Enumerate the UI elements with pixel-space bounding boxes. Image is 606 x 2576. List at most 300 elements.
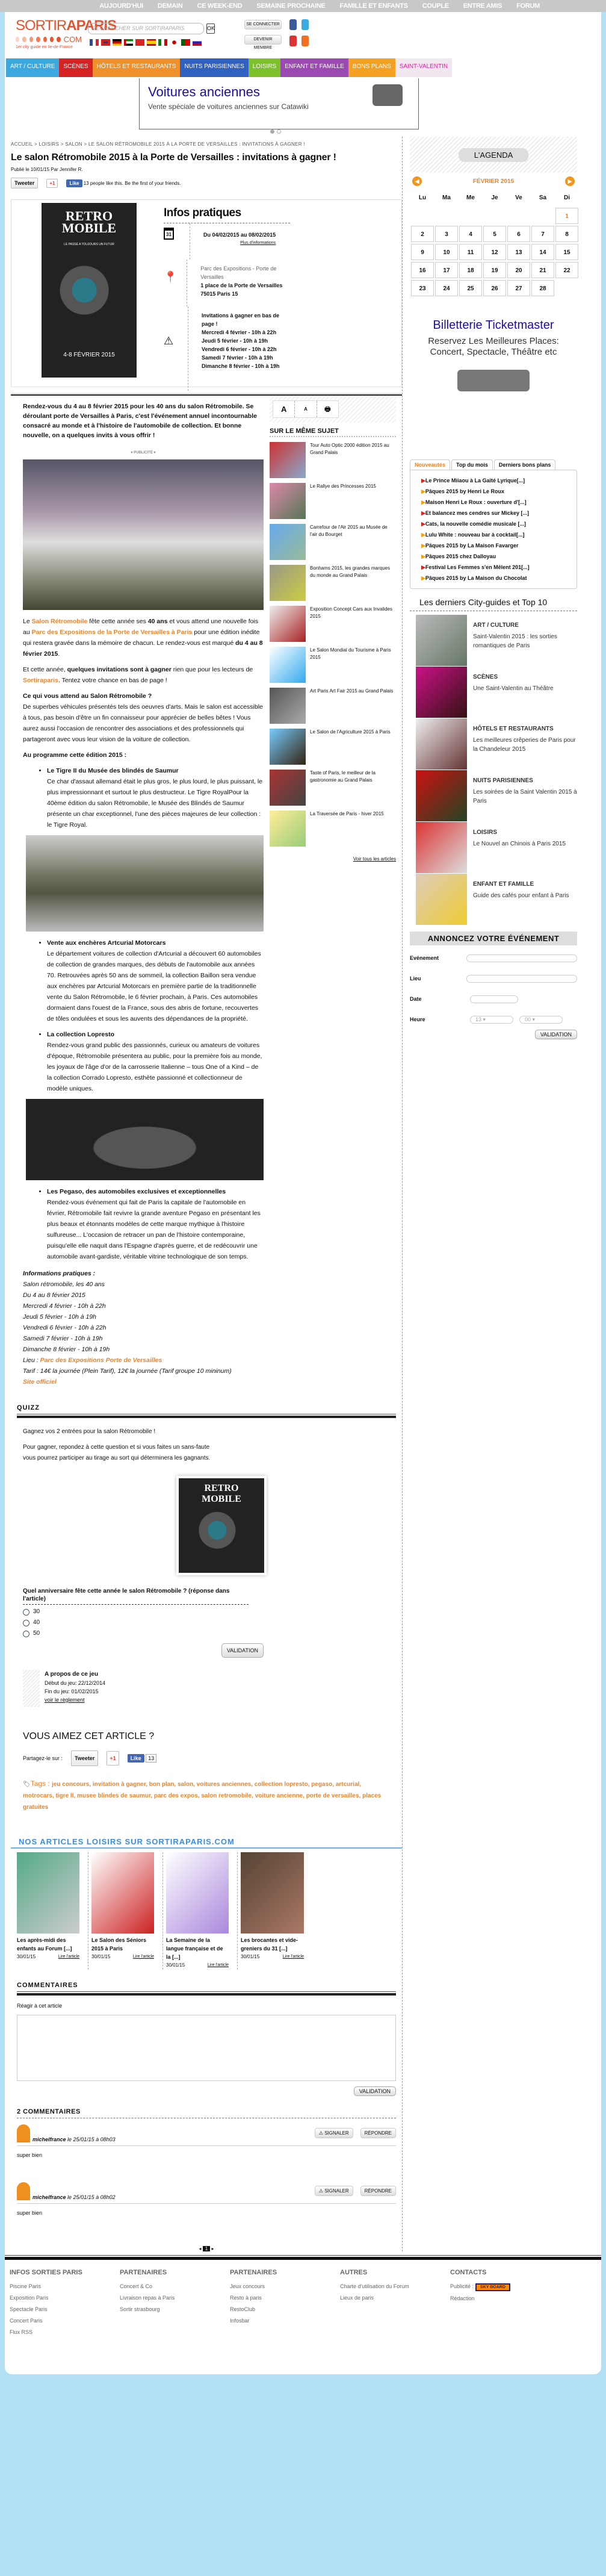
guide-title[interactable]: Guide des cafés pour enfant à Paris xyxy=(473,892,569,899)
program-item: • Vente aux enchères Artcurial Motorcars Le département voitures de collection d'Artcurial a découvert 60 automobiles de collection de grandes marques, des débuts de l'automobile aux années 70. Retrouvées après 50 ans de sommeil, la collection Baillon sera vendue aux enchères par Artcurial Motorcars en première partie de la traditionnelle vente du Salon Rétromobile, le 6 février prochain, à Paris. Ces automobiles dormaient dans l'ouest de la France, sous des abris de fortune, recouvertes de tôles ondulées et sous les auvents des dépendances de la propriété. xyxy=(47,938,264,1024)
sidebar-ad[interactable]: Billetterie Ticketmaster Reservez Les Meilleures Places: Concert, Spectacle, Théâtre etc xyxy=(410,306,577,453)
login-button[interactable]: SE CONNECTER xyxy=(244,20,282,30)
quiz: Gagnez vos 2 entrées pour la salon Rétromobile ! Pour gagner, repondez à cette question et si vous faites un sans-faute vous pourrez participer au tirage au sort qui déterminera les gagnants. RETRO MOBILE Quel anniversaire fête cette année le salon Rétromobile ? (réponse dans l'article) 30 40 50 VALIDATION A propos de ce jeu Début du jeu: 22/12/2014 Fin du jeu: 01/02/2015 voir le règlement VOUS AIMEZ CET ARTICLE ? Partagez-le sur : Tweeter +1 Like 13 🏷Tags : jeu concours, invitation à gagner, bon plan, salon, voitures anciennes, collection lopresto, pegaso, artcurial, motrocars, tigre II, musee blindes de saumur, parc des expos, salon retromobile, voiture ancienne, porte de versailles, places gratuites xyxy=(11,1426,402,1813)
 xyxy=(467,718,577,770)
calendar-icon: 31 xyxy=(164,223,190,260)
category-nav xyxy=(5,57,601,78)
read-article-link[interactable]: Lire l'article xyxy=(132,1955,154,1959)
hours-line: Jeudi 5 février - 10h à 19h xyxy=(202,338,268,344)
warning-icon: ⚠ xyxy=(164,306,188,391)
article-thumb xyxy=(241,1852,304,1934)
comment-text: super bien xyxy=(17,2210,43,2216)
comment xyxy=(17,2123,396,2176)
date-input[interactable] xyxy=(470,995,518,1003)
logo[interactable] xyxy=(16,17,117,49)
top-nav-link[interactable]: FORUM xyxy=(516,2,540,10)
flag-jp-icon[interactable] xyxy=(170,39,179,46)
calendar-day[interactable]: 23 xyxy=(411,280,434,296)
related-thumb xyxy=(270,565,306,601)
related-item[interactable] xyxy=(270,647,396,688)
top-nav-link[interactable]: CE WEEK-END xyxy=(197,2,243,10)
top-nav-link[interactable]: COUPLE xyxy=(422,2,449,10)
register-button[interactable]: DEVENIR MEMBRE xyxy=(244,35,282,45)
share-bar xyxy=(11,178,402,188)
footer-link[interactable]: Piscine Paris xyxy=(10,2283,42,2289)
article-card-meta xyxy=(17,1953,79,1961)
radio-button[interactable] xyxy=(23,1609,29,1616)
article-card[interactable] xyxy=(241,1852,312,1970)
infos-heading: Infos pratiques xyxy=(164,203,290,223)
option-label: 40 xyxy=(33,1619,40,1626)
comment-text: super bien xyxy=(17,2152,43,2158)
tags: 🏷Tags : jeu concours, invitation à gagner, bon plan, salon, voitures anciennes, collection lopresto, pegaso, artcurial, motrocars, tigre II, musee blindes de saumur, parc des expos, salon retromobile, voiture ancienne, porte de versailles, places gratuites xyxy=(23,1779,382,1811)
header xyxy=(5,12,601,57)
comment-meta xyxy=(32,2136,116,2142)
comment-author[interactable]: michelfrance xyxy=(32,2194,66,2200)
pagination: ◂ 1 ▸ xyxy=(199,2246,214,2251)
avatar xyxy=(17,2182,30,2200)
news-item[interactable]: ▶ Maison Henri Le Roux : ouverture d'[...] xyxy=(421,497,566,508)
flag-cn-icon[interactable] xyxy=(135,39,144,46)
page xyxy=(5,12,601,2374)
calendar-day[interactable]: 27 xyxy=(507,280,530,296)
practical-line: Du 4 au 8 février 2015 xyxy=(23,1292,85,1299)
print-icon[interactable]: 🖶 xyxy=(324,406,331,413)
guide-title[interactable]: Une Saint-Valentin au Théâtre xyxy=(473,685,554,692)
tweet-button[interactable]: Tweeter xyxy=(11,178,38,188)
breadcrumb-item[interactable]: SALON xyxy=(65,142,82,147)
info-box: RETRO MOBILE LE PASSÉ A TOUJOURS UN FUTUR 4-8 FÉVRIER 2015 Infos pratiques 31 Du 04/02/2015 au 08/02/2015 Plus d'informations 📍 Parc des Expositions - Porte de Versailles 1 place de la Porte de Versailles 75015 Paris 15 ⚠ Invitations à gagner en bas de page ! Mercredi 4 février - 10h à 22h Jeudi 5 février - 10h à 19h Vendredi 6 février - 10h à 22h Samedi 7 février - 10h à 19h Dimanche 8 février - 10h à 19h xyxy=(11,199,402,387)
practical-line: Vendredi 6 février - 10h à 22h xyxy=(23,1324,107,1331)
footer-link[interactable]: Resto à paris xyxy=(230,2295,262,2301)
quiz-option[interactable] xyxy=(23,1608,390,1616)
top-nav-link[interactable]: DEMAIN xyxy=(157,2,183,10)
logo-text-bold: APARIS xyxy=(66,17,117,34)
quiz-image: RETRO MOBILE xyxy=(176,1476,267,1575)
related-thumb xyxy=(270,647,306,683)
related-title[interactable]: Exposition Concept Cars aux Invalides 2015 xyxy=(310,606,392,619)
comment-textarea[interactable] xyxy=(17,2015,396,2081)
guide-thumb xyxy=(416,822,467,873)
avatar xyxy=(17,2124,30,2142)
comment xyxy=(17,2181,396,2234)
radio-button[interactable] xyxy=(23,1620,29,1626)
guide-category: LOISIRS xyxy=(473,829,498,836)
 xyxy=(467,874,569,926)
calendar-day[interactable]: 2 xyxy=(411,226,434,242)
calendar-day[interactable]: 12 xyxy=(483,244,506,260)
guide-category: HÔTELS ET RESTAURANTS xyxy=(473,726,554,732)
footer-link[interactable]: Livraison repas à Paris xyxy=(120,2295,175,2301)
news-item[interactable]: ▶ Pâques 2015 by La Maison Favarger xyxy=(421,540,566,551)
footer-link[interactable]: Jeux concours xyxy=(230,2283,265,2289)
flag-pt-icon[interactable] xyxy=(181,39,190,46)
calendar-day[interactable]: 4 xyxy=(459,226,482,242)
article-date: 30/01/15 xyxy=(241,1954,260,1959)
article-body: Rendez-vous du 4 au 8 février 2015 pour les 40 ans du salon Rétromobile. Se déroulant porte de Versailles à Paris, c'est l'événement annuel incontournable consacré au monde et à l'histoire de l'automobile de collection. Et bonne nouvelle, on a quelques invits à vous offrir ! ▾ PUBLICITÉ ▾ Le Salon Rétromobile fête cette année ses 40 ans et vous attend une nouvelle fois au Parc des Expositions de la Porte de Versailles à Paris pour une édition inédite qui restera gravée dans la mémoire de chacun. Le rendez-vous est marqué du 4 au 8 février 2015. Et cette année, quelques invitations sont à gagner rien que pour les lecteurs de Sortiraparis. Tentez votre chance en bas de page ! Ce qui vous attend au Salon Rétromobile ? De superbes véhicules présentés tels des oeuvres d'arts. Mais le salon est accessible à tous, pas besoin d'être un fin connaisseur pour apprécier de belles bêtes ! Vous aurez aussi l'occasion de rencontrer des associations et des professionnels qui partageront avec vous leur vision de la voiture de collection. Au programme cette édition 2015 : • Le Tigre II du Musée des blindés de Saumur Ce char d'assaut allemand était le plus gros, le plus lourd, le plus puissant, le plus impressionnant et surtout le plus destructeur. Le Tigre RoyalPour la 40ème édition du salon Rétromobile, le Musée des Blindés de Saumur présente un char exceptionnel, l'une des pièces majeures de leur collection : le Tigre Royal. • Vente aux enchères Artcurial Motorcars Le département voitures de collection d'Artcurial a découvert 60 automobiles de collection de grandes marques, des débuts de l'automobile aux années 70. Retrouvées après 50 ans de sommeil, la collection Baillon sera vendue aux enchères par Artcurial Motorcars en première partie de la traditionnelle vente du Salon Rétromobile, le 6 février prochain, à Paris. Ces automobiles dormaient dans l'ouest de la France, sous des abris de fortune, recouvertes de tôles ondulées et sous les auvents des dépendances de la propriété. • La collection Lopresto Rendez-vous grand public des passionnés, curieux ou amateurs de voitures d'époque, Rétromobile présentera au public, pour la première fois au monde, les joyaux de l'âge d'or de la carrosserie Italienne – tous One of a Kind – de la collection Corrado Lopresto, esthète passionné et collectionneur de modèle uniques. • Les Pegaso, des automobiles exclusives et exceptionnelles Rendez-vous événement qui fait de Paris la capitale de l'automobile en février, Rétromobile fait revivre la grande aventure Pegaso en présentant les plus beaux et étonnants modèles de cette marque mythique à l'histoire sulfureuse... L'occasion de retracer un pan de l'histoire contemporaine, puisqu'elle elle naquit dans l'Espagne d'après guerre, et de redécouvrir une automobile avant-gardiste, véritable vitrine technologique de son temps. Informations pratiques : Salon rétromobile, les 40 ans Du 4 au 8 février 2015 Mercredi 4 février - 10h à 22h Jeudi 5 février - 10h à 19h Vendredi 6 février - 10h à 22h Samedi 7 février - 10h à 19h Dimanche 8 février - 10h à 19h Lieu : Parc des Expositions Porte de Versailles Tarif : 14€ la journée (Plein Tarif), 12€ la journée (Tarif groupe 10 mininum) Site officiel xyxy=(11,396,264,1392)
related-item[interactable] xyxy=(270,729,396,770)
guide-item[interactable] xyxy=(410,822,577,874)
article-card-title[interactable]: Le Salon des Séniors 2015 à Paris xyxy=(91,1937,147,1952)
practical-line: Jeudi 5 février - 10h à 19h xyxy=(23,1313,96,1321)
weekday-label: Di xyxy=(564,194,570,201)
 xyxy=(467,615,577,667)
quiz-option[interactable] xyxy=(23,1619,390,1626)
guide-title[interactable]: Saint-Valentin 2015 : les sorties romantiques de Paris xyxy=(473,633,557,649)
top-nav-link[interactable]: SEMAINE PROCHAINE xyxy=(256,2,326,10)
report-button[interactable]: ⚠ SIGNALER xyxy=(315,2186,353,2196)
top-nav-link[interactable]: ENTRE AMIS xyxy=(463,2,502,10)
program-item: • Le Tigre II du Musée des blindés de Saumur Ce char d'assaut allemand était le plus gros, le plus lourd, le plus puissant, le plus impressionnant et surtout le plus destructeur. Le Tigre RoyalPour la 40ème édition du salon Rétromobile, le Musée des Blindés de Saumur présente un char exceptionnel, l'une des pièces majeures de leur collection : le Tigre Royal. xyxy=(47,765,264,830)
guide-item[interactable] xyxy=(410,874,577,926)
calendar-day[interactable]: 20 xyxy=(507,262,530,278)
related-item[interactable] xyxy=(270,770,396,810)
related-title[interactable]: Carrefour de l'Air 2015 au Musée de l'air du Bourget xyxy=(310,524,388,537)
calendar-day[interactable]: 22 xyxy=(555,262,578,278)
calendar-day[interactable]: 18 xyxy=(459,262,482,278)
related-thumb xyxy=(270,729,306,765)
like-text: 13 people like this. Be the first of your friends. xyxy=(83,180,181,186)
option-label: 30 xyxy=(33,1608,40,1615)
article-card-title[interactable]: La Semaine de la langue française et de la [...] xyxy=(166,1937,223,1960)
comment-meta xyxy=(32,2194,116,2200)
related-thumb xyxy=(270,524,306,560)
article-lead: Rendez-vous du 4 au 8 février 2015 pour les 40 ans du salon Rétromobile. Se déroulant porte de Versailles à Paris, c'est l'événement annuel incontournable consacré au monde et à l'histoire de l'automobile de collection. Et bonne nouvelle, on a quelques invits à vous offrir ! xyxy=(23,403,257,439)
event-input[interactable] xyxy=(466,954,577,962)
nav-tab[interactable]: ENFANT ET FAMILLE xyxy=(280,58,348,77)
comment-author[interactable]: michelfrance xyxy=(32,2136,66,2142)
nav-tab[interactable]: BONS PLANS xyxy=(348,58,395,77)
news-item[interactable]: ▶ Et balancez mes cendres sur Mickey [...] xyxy=(421,508,566,518)
all-articles-link[interactable]: Voir tous les articles xyxy=(353,856,396,862)
top-nav-link[interactable]: FAMILLE ET ENFANTS xyxy=(339,2,408,10)
footer-link[interactable]: Concert Paris xyxy=(10,2318,43,2324)
article-card-meta xyxy=(166,1961,229,1970)
reply-button[interactable]: RÉPONDRE xyxy=(360,2128,396,2138)
venue-link[interactable]: Parc des Expositions Porte de Versailles xyxy=(40,1357,162,1364)
sidebar-tab[interactable]: Nouveautés xyxy=(410,459,450,470)
minute-select[interactable]: 00 ▾ xyxy=(519,1016,563,1024)
footer-link[interactable]: Sortir strasbourg xyxy=(120,2306,160,2312)
calendar-empty xyxy=(459,208,482,224)
next-month-icon[interactable]: ▶ xyxy=(565,176,575,186)
article-card[interactable] xyxy=(91,1852,163,1970)
calendar-day[interactable]: 8 xyxy=(555,226,578,242)
news-item[interactable]: ▶ Le Prince Miiaou à La Gaîté Lyrique[...] xyxy=(421,475,566,486)
quiz-heading: QUIZZ xyxy=(17,1404,396,1414)
guide-title[interactable]: Les meilleures crêperies de Paris pour la Chandeleur 2015 xyxy=(473,737,576,753)
calendar-empty xyxy=(531,208,554,224)
flag-de-icon[interactable] xyxy=(113,39,122,46)
footer-heading: INFOS SORTIES PARIS xyxy=(10,2269,82,2276)
option-label: 50 xyxy=(33,1630,40,1637)
news-item[interactable]: ▶ Pâques 2015 by Henri Le Roux xyxy=(421,486,566,497)
ad-desc: Vente spéciale de voitures anciennes sur Catawiki xyxy=(148,102,309,111)
related-item[interactable] xyxy=(270,524,396,565)
news-item[interactable]: ▶ Cats, la nouvelle comédie musicale [...] xyxy=(421,518,566,529)
flag-es-icon[interactable] xyxy=(147,39,156,46)
related-item[interactable] xyxy=(270,606,396,647)
tank-image xyxy=(26,835,264,932)
weekday-label: Je xyxy=(491,194,498,201)
 xyxy=(315,2186,396,2196)
article-card-title[interactable]: Les brocantes et vide-greniers du 31 [...] xyxy=(241,1937,298,1952)
gplus-button[interactable]: +1 xyxy=(107,1751,119,1766)
related-title[interactable]: Tour Auto Optic 2000 édition 2015 au Grand Palais xyxy=(310,443,389,455)
footer-link[interactable]: Concert & Co xyxy=(120,2283,153,2289)
sidebar: L'AGENDA ◀ FÉVRIER 2015 ▶ Lu Ma Me Je Ve Sa Di 1 2 3 4 5 6 7 8 9 10 11 12 13 14 15 16 17 18 19 20 21 22 23 24 25 26 27 28 Billetterie Ticketmaster Reservez Les Meilleures Places: Concert, Spectacle, Théâtre etc Nouveautés Top du mois Derniers bons plans ▶ Le Prince Miiaou à La Gaîté Lyrique[...] ▶ Pâques 2015 by Henri Le Roux ▶ Maison Henri Le Roux : ouverture d'[...] ▶ Et balancez mes cendres sur Mickey [...] ▶ Cats, la nouvelle comédie musicale [...] ▶ Lulu White : nouveau bar à cocktail[...] ▶ Pâques 2015 by La Maison Favarger ▶ Pâques 2015 chez Dalloyau ▶ Festival Les Femmes s'en Mêlent 201[...] ▶ Pâques 2015 by La Maison du Chocolat Les derniers City-guides et Top 10 ART / CULTURE Saint-Valentin 2015 : les sorties romantiques de Paris SCÈNES Une Saint-Valentin au Théâtre HÔTELS ET RESTAURANTS Les meilleures crêperies de Paris pour la Chandeleur 2015 NUITS PARISIENNES Les soirées de la Saint Valentin 2015 à Paris LOISIRS Le Nouvel an Chinois à Paris 2015 ENFANT ET FAMILLE Guide des cafés pour enfant à Paris ANNONCEZ VOTRE ÉVÉNEMENT Evénement Lieu Date Heure 13 ▾ 00 ▾ VALIDATION xyxy=(403,137,583,2251)
calendar-empty xyxy=(435,208,458,224)
top-nav-link[interactable]: AUJOURD'HUI xyxy=(99,2,143,10)
related-item[interactable] xyxy=(270,565,396,606)
related-thumb xyxy=(270,442,306,478)
breadcrumb: ACCUEIL > LOISIRS > SALON > LE SALON RÉTROMOBILE 2015 À LA PORTE DE VERSAILLES : INVITATIONS À GAGNER ! xyxy=(11,142,305,147)
sidebar-tab[interactable]: Derniers bons plans xyxy=(494,459,556,470)
flag-fr-icon[interactable] xyxy=(90,39,99,46)
footer-link[interactable]: Publicité : SKY BOARD xyxy=(450,2281,560,2293)
hours-line: Dimanche 8 février - 10h à 19h xyxy=(202,363,280,369)
venue-link[interactable]: Parc des Expositions de la Porte de Versailles à Paris xyxy=(31,629,193,636)
logo-com: COM xyxy=(63,35,82,44)
program-item: • Les Pegaso, des automobiles exclusives et exceptionnelles Rendez-vous événement qui fait de Paris la capitale de l'automobile en février, Rétromobile fait revivre la grande aventure Pegaso en présentant les plus beaux et étonnants modèles de cette marque mythique à l'histoire sulfureuse... L'occasion de retracer un pan de l'histoire contemporaine, puisqu'elle elle naquit dans l'Espagne d'après guerre, et de redécouvrir une automobile avant-gardiste, véritable vitrine technologique de son temps. xyxy=(47,1186,264,1262)
flag-uk-icon[interactable] xyxy=(101,39,110,46)
search-input[interactable]: RECHERCHER SUR SORTIRAPARIS xyxy=(88,23,204,34)
calendar-day[interactable]: 16 xyxy=(411,262,434,278)
footer-link[interactable]: RestoClub xyxy=(230,2306,256,2312)
read-article-link[interactable]: Lire l'article xyxy=(58,1955,79,1959)
calendar-day[interactable]: 19 xyxy=(483,262,506,278)
footer-heading: PARTENAIRES xyxy=(120,2269,167,2276)
related-title[interactable]: La Traversée de Paris - hiver 2015 xyxy=(310,811,384,817)
tag-icon: 🏷 xyxy=(23,1781,31,1788)
prev-month-icon[interactable]: ◀ xyxy=(412,176,422,186)
guide-item[interactable] xyxy=(410,770,577,822)
related-item[interactable] xyxy=(270,483,396,524)
article-thumb xyxy=(17,1852,79,1934)
related-title[interactable]: Le Rallye des Princesses 2015 xyxy=(310,484,376,489)
related-thumb xyxy=(270,688,306,724)
related-title[interactable]: Le Salon Mondial du Tourisme à Paris 2015 xyxy=(310,647,391,660)
guide-item[interactable] xyxy=(410,718,577,770)
calendar-empty xyxy=(483,208,506,224)
map-pin-icon: 📍 xyxy=(164,260,187,306)
logo-tagline: 1er city guide en Ile-de-France xyxy=(16,45,73,49)
related-title[interactable]: Taste of Paris, le meilleur de la gastronomie au Grand Palais xyxy=(310,770,376,783)
calendar-day[interactable]: 24 xyxy=(435,280,458,296)
font-decrease-button[interactable]: A xyxy=(295,401,317,417)
comment-submit-button[interactable]: VALIDATION xyxy=(354,2086,396,2096)
top-ad[interactable] xyxy=(139,78,419,129)
more-info-link[interactable]: Plus d'informations xyxy=(240,241,276,245)
calendar-empty xyxy=(411,208,434,224)
article-card[interactable] xyxy=(166,1852,238,1970)
program-item: • La collection Lopresto Rendez-vous grand public des passionnés, curieux ou amateurs de voitures d'époque, Rétromobile présentera au public, pour la première fois au monde, les joyaux de l'âge d'or de la carrosserie Italienne – tous One of a Kind – de la collection Corrado Lopresto, esthète passionné et collectionneur de modèle uniques. xyxy=(47,1029,264,1094)
quiz-option[interactable] xyxy=(23,1630,390,1637)
twitter-icon[interactable] xyxy=(301,19,309,30)
footer-column xyxy=(230,2267,340,2338)
report-button[interactable]: ⚠ SIGNALER xyxy=(315,2128,353,2138)
calendar-day[interactable]: 7 xyxy=(531,226,554,242)
related-item[interactable] xyxy=(270,442,396,483)
guide-thumb xyxy=(416,770,467,821)
event-poster: RETRO MOBILE LE PASSÉ A TOUJOURS UN FUTUR 4-8 FÉVRIER 2015 xyxy=(42,203,137,378)
announce-submit-button[interactable]: VALIDATION xyxy=(535,1030,577,1039)
font-increase-button[interactable]: A xyxy=(273,401,295,417)
footer-heading: AUTRES xyxy=(340,2269,368,2276)
guide-title[interactable]: Le Nouvel an Chinois à Paris 2015 xyxy=(473,841,566,847)
footer-link[interactable]: Infosbar xyxy=(230,2318,250,2324)
footer-link[interactable]: Spectacle Paris xyxy=(10,2306,48,2312)
calendar-empty xyxy=(507,208,530,224)
flag-ru-icon[interactable] xyxy=(193,39,202,46)
footer-link[interactable]: Rédaction xyxy=(450,2295,475,2301)
quiz-question: Quel anniversaire fête cette année le salon Rétromobile ? (réponse dans l'article) xyxy=(23,1587,249,1605)
breadcrumb-item[interactable]: LOISIRS xyxy=(39,142,60,147)
news-item[interactable]: ▶ Pâques 2015 by La Maison du Chocolat xyxy=(421,573,566,583)
guide-thumb xyxy=(416,667,467,718)
agenda-title: L'AGENDA xyxy=(459,148,529,162)
footer-heading: PARTENAIRES xyxy=(230,2269,277,2276)
footer-column xyxy=(10,2267,120,2338)
calendar-day[interactable]: 10 xyxy=(435,244,458,260)
search-ok-button[interactable]: OK xyxy=(206,23,215,34)
hours-line: Samedi 7 février - 10h à 19h xyxy=(202,355,273,361)
guide-title[interactable]: Les soirées de la Saint Valentin 2015 à Paris xyxy=(473,789,577,804)
guide-thumb xyxy=(416,718,467,770)
guide-category: SCÈNES xyxy=(473,674,498,680)
ad-title[interactable]: Voitures anciennes xyxy=(148,84,260,99)
flag-ae-icon[interactable] xyxy=(124,39,133,46)
related-title[interactable]: Le Salon de l'Agriculture 2015 à Paris xyxy=(310,729,391,735)
 xyxy=(467,822,566,874)
rss-icon[interactable] xyxy=(301,36,309,46)
page-title: Le salon Rétromobile 2015 à la Porte de Versailles : invitations à gagner ! xyxy=(11,152,336,163)
article-thumb xyxy=(166,1852,229,1934)
article-date: 30/01/15 xyxy=(166,1962,185,1968)
calendar xyxy=(410,190,577,296)
ad-arrow-button[interactable] xyxy=(373,84,403,106)
article-card-meta xyxy=(241,1953,304,1961)
news-item[interactable]: ▶ Festival Les Femmes s'en Mêlent 201[...] xyxy=(421,562,566,573)
nav-tab[interactable]: SAINT-VALENTIN xyxy=(395,58,452,77)
nav-tab[interactable]: SCÈNES xyxy=(59,58,92,77)
breadcrumb-item: LE SALON RÉTROMOBILE 2015 À LA PORTE DE VERSAILLES : INVITATIONS À GAGNER ! xyxy=(88,142,305,147)
practical-line: Dimanche 8 février - 10h à 19h xyxy=(23,1346,110,1353)
guide-category: NUITS PARISIENNES xyxy=(473,777,533,784)
skyboard-logo[interactable]: SKY BOARD xyxy=(475,2283,510,2291)
practical-line: Mercredi 4 février - 10h à 22h xyxy=(23,1302,106,1310)
comment-header xyxy=(17,2123,396,2146)
calendar-day[interactable]: 17 xyxy=(435,262,458,278)
like-button[interactable]: Like xyxy=(128,1754,144,1762)
guide-category: ENFANT ET FAMILLE xyxy=(473,881,534,888)
sortiraparis-link[interactable]: Sortiraparis xyxy=(23,677,58,684)
article-date: 30/01/15 xyxy=(17,1954,36,1959)
footer-link[interactable]: Flux RSS xyxy=(10,2329,33,2335)
footer-column xyxy=(120,2267,230,2338)
practical-line: Samedi 7 février - 10h à 19h xyxy=(23,1335,103,1342)
read-article-link[interactable]: Lire l'article xyxy=(207,1963,229,1967)
comments-heading: COMMENTAIRES xyxy=(17,1982,396,1992)
calendar-day[interactable]: 3 xyxy=(435,226,458,242)
article-image xyxy=(23,459,264,610)
breadcrumb-item[interactable]: ACCUEIL xyxy=(11,142,33,147)
article-thumb xyxy=(91,1852,154,1934)
guide-item[interactable] xyxy=(410,615,577,667)
calendar-day[interactable]: 13 xyxy=(507,244,530,260)
sidebar-tab[interactable]: Top du mois xyxy=(451,459,493,470)
weekday-label: Ma xyxy=(442,194,451,201)
calendar-day[interactable]: 28 xyxy=(531,280,554,296)
hour-select[interactable]: 13 ▾ xyxy=(470,1016,513,1024)
flag-it-icon[interactable] xyxy=(158,39,167,46)
related-title[interactable]: Bonhams 2015, les grandes marques du monde au Grand Palais xyxy=(310,565,390,578)
nav-tab[interactable]: ART / CULTURE xyxy=(6,58,59,77)
tweet-button[interactable]: Tweeter xyxy=(71,1750,98,1766)
like-button[interactable]: Like xyxy=(66,179,82,187)
reply-button[interactable]: RÉPONDRE xyxy=(360,2186,396,2196)
facebook-icon[interactable] xyxy=(289,19,297,30)
footer-heading: CONTACTS xyxy=(450,2269,487,2276)
weekday-label: Me xyxy=(466,194,475,201)
 xyxy=(315,2128,396,2138)
calendar-day[interactable]: 25 xyxy=(459,280,482,296)
announce-heading: ANNONCEZ VOTRE ÉVÉNEMENT xyxy=(410,932,577,945)
calendar-day[interactable]: 5 xyxy=(483,226,506,242)
footer xyxy=(5,2255,601,2374)
rules-link[interactable]: voir le règlement xyxy=(45,1697,85,1703)
practical-line: Salon rétromobile, les 40 ans xyxy=(23,1281,105,1288)
footer-link[interactable]: Exposition Paris xyxy=(10,2295,49,2301)
quiz-submit-button[interactable]: VALIDATION xyxy=(221,1643,264,1658)
related-thumb xyxy=(270,606,306,642)
calendar-day[interactable]: 14 xyxy=(531,244,554,260)
calendar-day[interactable]: 1 xyxy=(555,208,578,224)
footer-column xyxy=(450,2267,560,2338)
official-site-link[interactable]: Site officiel xyxy=(23,1378,57,1386)
google-plus-icon[interactable] xyxy=(289,36,297,46)
calendar-day[interactable]: 15 xyxy=(555,244,578,260)
 xyxy=(467,667,554,718)
article-card[interactable] xyxy=(17,1852,88,1970)
radio-button[interactable] xyxy=(23,1631,29,1637)
related-item[interactable] xyxy=(270,688,396,729)
guide-thumb xyxy=(416,874,467,925)
news-item[interactable]: ▶ Pâques 2015 chez Dalloyau xyxy=(421,551,566,562)
calendar-day[interactable]: 11 xyxy=(459,244,482,260)
place-input[interactable] xyxy=(466,975,577,983)
guide-item[interactable] xyxy=(410,667,577,718)
article-card-title[interactable]: Les après-midi des enfants au Forum [...] xyxy=(17,1937,72,1952)
calendar-day[interactable]: 26 xyxy=(483,280,506,296)
news-item[interactable]: ▶ Lulu White : nouveau bar à cocktail[...] xyxy=(421,529,566,540)
footer-link[interactable]: Lieux de paris xyxy=(340,2295,374,2301)
nav-tab[interactable]: LOISIRS xyxy=(249,58,280,77)
footer-link[interactable]: Charte d'utilisation du Forum xyxy=(340,2283,409,2289)
related-articles xyxy=(264,396,396,1392)
calendar-day[interactable]: 9 xyxy=(411,244,434,260)
calendar-day[interactable]: 6 xyxy=(507,226,530,242)
calendar-month: FÉVRIER 2015 xyxy=(472,178,515,185)
related-item[interactable] xyxy=(270,810,396,851)
calendar-day[interactable]: 21 xyxy=(531,262,554,278)
gplus-button[interactable]: +1 xyxy=(46,179,58,188)
related-title[interactable]: Art Paris Art Fair 2015 au Grand Palais xyxy=(310,688,394,694)
related-thumb xyxy=(270,810,306,847)
nav-tab[interactable]: NUITS PARISIENNES xyxy=(180,58,248,77)
nav-tab[interactable]: HÔTELS ET RESTAURANTS xyxy=(93,58,181,77)
read-article-link[interactable]: Lire l'article xyxy=(282,1955,304,1959)
